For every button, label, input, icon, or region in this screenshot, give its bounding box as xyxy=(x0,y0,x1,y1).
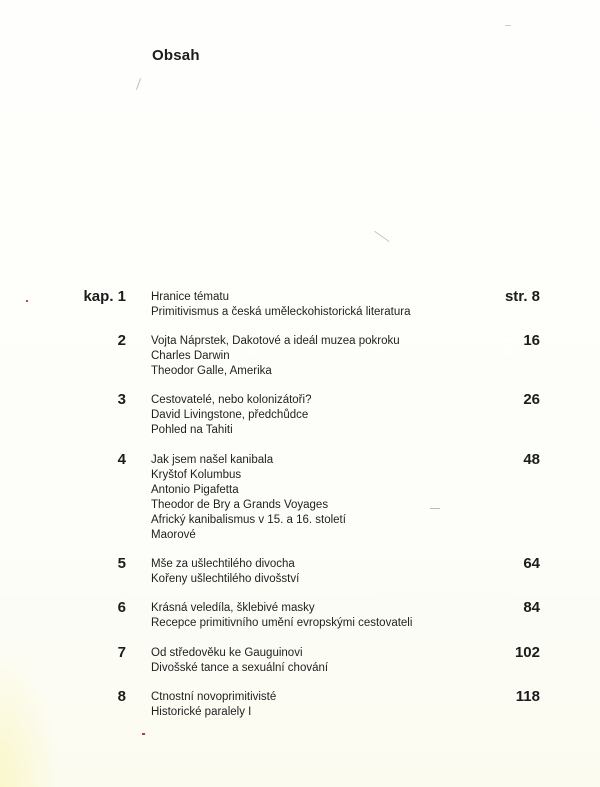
chapter-number: 8 xyxy=(117,688,126,705)
chapter-lines xyxy=(151,646,328,676)
chapter-lines xyxy=(151,690,276,720)
dust-speck xyxy=(142,733,145,735)
page-number: 118 xyxy=(515,688,540,705)
chapter-title: Jak jsem našel kanibala xyxy=(151,454,274,466)
chapter-subtitle: Theodor Galle, Amerika xyxy=(151,365,272,377)
chapter-number: 7 xyxy=(117,644,126,661)
chapter-title: Krásná veledíla, šklebivé masky xyxy=(151,602,315,614)
chapter-subtitle: David Livingstone, předchůdce xyxy=(151,409,309,421)
chapter-lines xyxy=(151,601,412,631)
chapter-subtitle: Africký kanibalismus v 15. a 16. století xyxy=(151,514,346,526)
paper-discoloration xyxy=(0,647,60,787)
dust-speck xyxy=(430,508,440,509)
chapter-number: 6 xyxy=(117,599,126,616)
chapter-number: 3 xyxy=(117,391,126,408)
chapter-subtitle: Historické paralely I xyxy=(151,706,252,718)
chapter-number: 2 xyxy=(117,332,126,349)
chapter-title: Mše za ušlechtilého divocha xyxy=(151,558,295,570)
chapter-subtitle: Recepce primitivního umění evropskými cestovateli xyxy=(151,617,413,629)
dust-speck xyxy=(26,300,28,302)
chapter-subtitle: Theodor de Bry a Grands Voyages xyxy=(151,499,329,511)
chapter-subtitle: Divošské tance a sexuální chování xyxy=(151,662,329,674)
chapter-lines xyxy=(151,334,400,379)
chapter-subtitle: Pohled na Tahiti xyxy=(151,424,233,436)
chapter-subtitle: Antonio Pigafetta xyxy=(151,484,239,496)
chapter-subtitle: Charles Darwin xyxy=(151,350,230,362)
chapter-subtitle: Kryštof Kolumbus xyxy=(151,469,242,481)
chapter-subtitle: Kořeny ušlechtilého divošství xyxy=(151,573,300,585)
chapter-subtitle: Maorové xyxy=(151,529,196,541)
chapter-lines xyxy=(151,557,299,587)
chapter-number: kap. 1 xyxy=(83,288,126,305)
page-number: 64 xyxy=(523,555,540,572)
chapter-subtitle: Primitivismus a česká uměleckohistorická literatura xyxy=(151,306,411,318)
dust-speck xyxy=(505,25,511,26)
dust-speck xyxy=(136,78,141,90)
page-number: 26 xyxy=(523,391,540,408)
dust-speck xyxy=(374,231,389,242)
chapter-title: Vojta Náprstek, Dakotové a ideál muzea pokroku xyxy=(151,335,400,347)
chapter-title: Hranice tématu xyxy=(151,291,229,303)
page-number: 48 xyxy=(523,451,540,468)
page-number: str. 8 xyxy=(504,288,540,305)
chapter-lines xyxy=(151,453,346,543)
chapter-number: 4 xyxy=(117,451,126,468)
page-number: 84 xyxy=(523,599,540,616)
chapter-title: Cestovatelé, nebo kolonizátoři? xyxy=(151,394,312,406)
chapter-lines xyxy=(151,290,410,320)
chapter-title: Ctnostní novoprimitivisté xyxy=(151,691,277,703)
chapter-title: Od středověku ke Gauguinovi xyxy=(151,647,303,659)
chapter-number: 5 xyxy=(117,555,126,572)
page-title: Obsah xyxy=(152,47,200,64)
chapter-lines xyxy=(151,393,311,438)
page-number: 102 xyxy=(514,644,540,661)
page-number: 16 xyxy=(523,332,540,349)
